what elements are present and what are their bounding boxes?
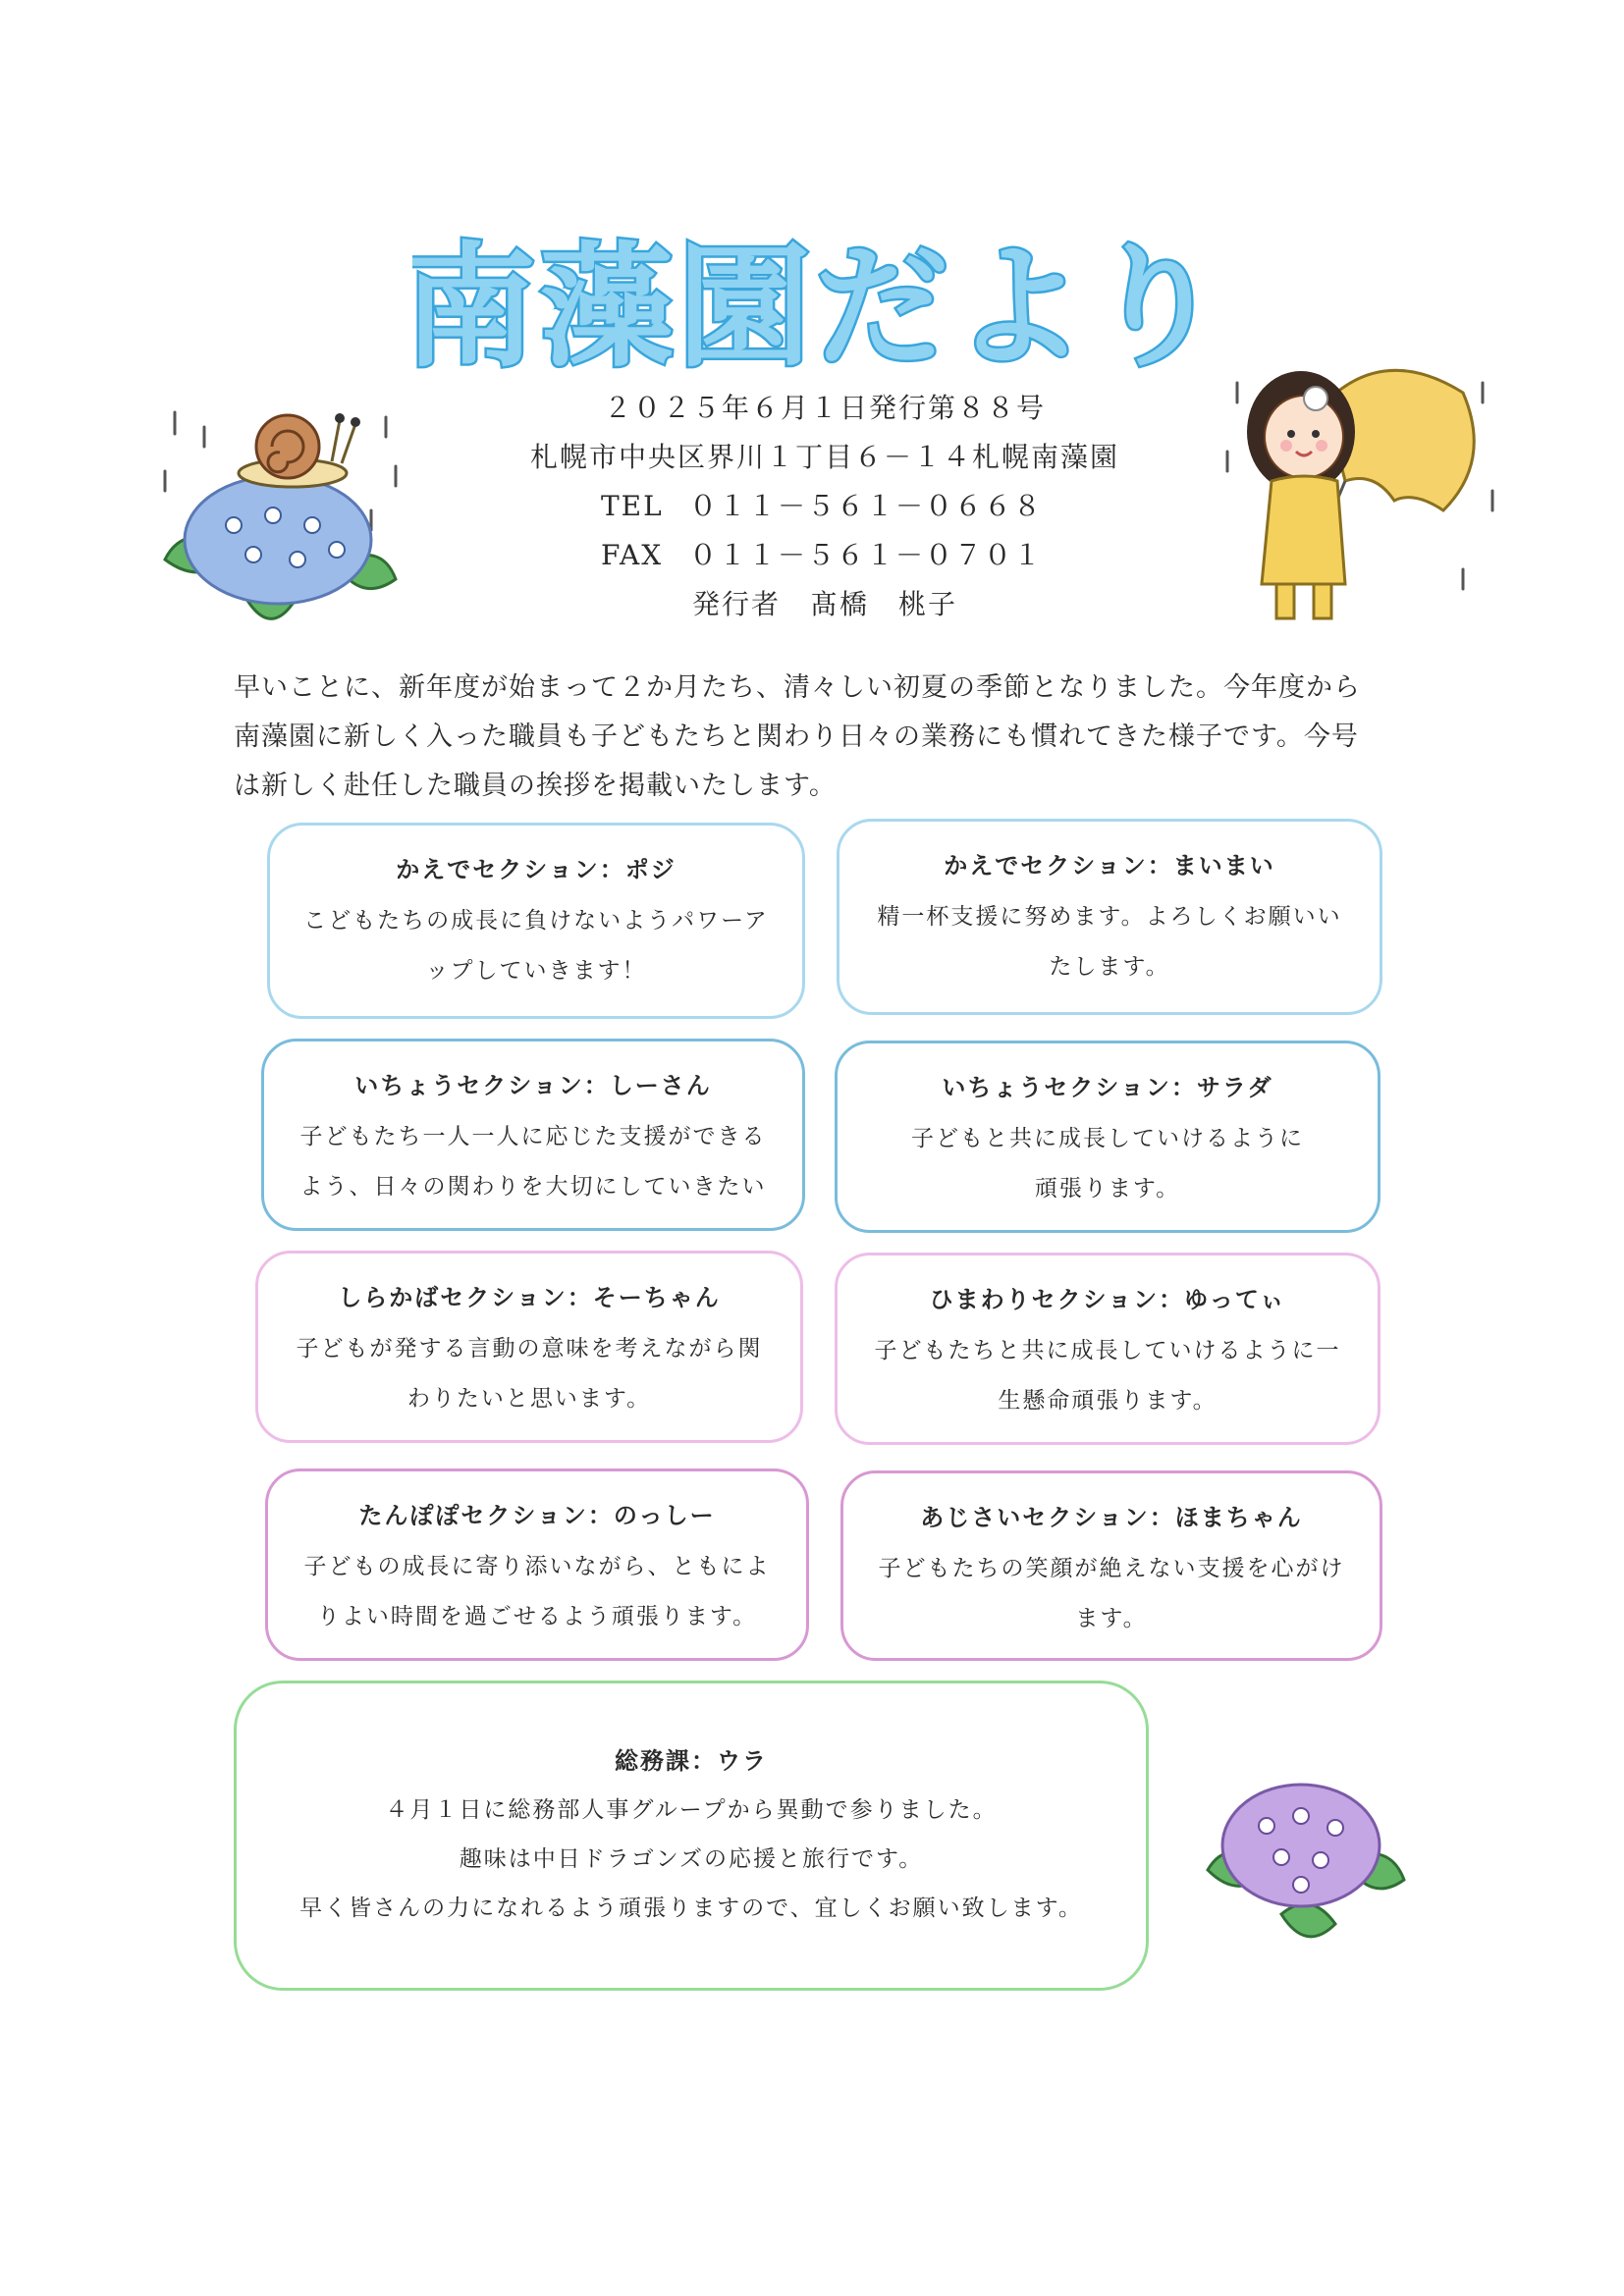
- intro-paragraph: [234, 664, 1402, 811]
- tel-label: TEL: [601, 490, 664, 522]
- message-title: たんぽぽセクション：のっしー: [358, 1501, 716, 1529]
- message-line: 趣味は中日ドラゴンズの応援と旅行です。: [459, 1846, 924, 1872]
- message-body: [301, 1542, 773, 1642]
- message-box-ajisai-homachan: [840, 1470, 1382, 1661]
- newsletter-title-graphic: [412, 221, 1218, 388]
- message-body: [292, 1324, 767, 1424]
- message-title: いちょうセクション：サラダ: [942, 1073, 1273, 1101]
- intro-line-2: 南藻園に新しく入った職員も子どもたちと関わり日々の業務にも慣れてきた様子です。今号: [234, 721, 1359, 752]
- message-title: いちょうセクション：しーさん: [354, 1071, 712, 1099]
- message-body: [873, 892, 1346, 992]
- message-line: 子どもたちの笑顔が絶えない支援を心がけ: [878, 1556, 1345, 1581]
- message-body: [298, 1112, 769, 1212]
- message-body: [871, 1114, 1344, 1214]
- fax-label: FAX: [601, 539, 664, 571]
- message-line: 子どもたち一人一人に応じた支援ができる: [299, 1124, 767, 1149]
- issue-line: ２０２５年６月１日発行第８８号: [603, 392, 1046, 424]
- purple-hydrangea-icon: [1198, 1767, 1414, 1953]
- tel-line: [601, 487, 1151, 530]
- title-text: 南藻園だより: [412, 231, 1218, 386]
- message-title: しらかばセクション：そーちゃん: [338, 1283, 721, 1311]
- message-body: [303, 896, 769, 996]
- message-box-ichou-shiisan: [261, 1039, 805, 1231]
- message-line: 早く皆さんの力になれるよう頑張りますので、宜しくお願い致します。: [299, 1896, 1083, 1921]
- fax-number: ０１１－５６１－０７０１: [689, 539, 1044, 571]
- intro-line-1: 早いことに、新年度が始まって２か月たち、清々しい初夏の季節となりました。今年度から: [234, 672, 1361, 703]
- message-line: たします。: [1049, 954, 1170, 980]
- message-line: 子どもたちと共に成長していけるように一: [874, 1338, 1341, 1363]
- message-box-shirakaba-soochan: [255, 1251, 803, 1443]
- message-line: こどもたちの成長に負けないようパワーア: [303, 908, 769, 934]
- message-box-ichou-salad: [835, 1041, 1380, 1233]
- message-title: 総務課：ウラ: [615, 1746, 768, 1775]
- newsletter-title: [412, 221, 1218, 388]
- message-title: かえでセクション：まいまい: [944, 851, 1275, 880]
- snail-on-hydrangea-icon: [145, 393, 410, 648]
- message-line: ップしていきます！: [425, 958, 647, 984]
- message-line: ４月１日に総務部人事グループから異動で参りました。: [385, 1797, 998, 1823]
- publisher-line: [471, 585, 1178, 628]
- message-title: ひまわりセクション：ゆってぃ: [929, 1285, 1286, 1313]
- fax-line: [601, 536, 1151, 579]
- message-line: りよい時間を過ごせるよう頑張ります。: [316, 1604, 758, 1629]
- publisher-name: 髙橋 桃子: [810, 588, 958, 620]
- message-box-kaede-poji: [267, 823, 805, 1019]
- message-line: わりたいと思います。: [406, 1386, 652, 1412]
- message-title: あじさいセクション：ほまちゃん: [920, 1503, 1303, 1531]
- message-line: 生懸命頑張ります。: [998, 1388, 1218, 1414]
- message-line: 頑張ります。: [1034, 1176, 1181, 1201]
- message-line: 子どもの成長に寄り添いながら、ともによ: [303, 1554, 771, 1579]
- message-box-himawari-yutti: [835, 1253, 1380, 1445]
- address-line: 札幌市中央区界川１丁目６－１４札幌南藻園: [529, 441, 1119, 473]
- message-box-kaede-maimai: [837, 819, 1382, 1015]
- message-line: よう、日々の関わりを大切にしていきたい: [299, 1174, 767, 1200]
- message-body: [270, 1786, 1112, 1933]
- message-body: [871, 1326, 1344, 1426]
- girl-with-umbrella-icon: [1218, 344, 1502, 638]
- tel-number: ０１１－５６１－０６６８: [689, 490, 1044, 522]
- message-line: 子どもが発する言動の意味を考えながら関: [296, 1336, 763, 1362]
- message-line: ます。: [1075, 1606, 1148, 1631]
- message-box-tanpopo-nosshii: [265, 1468, 809, 1661]
- intro-line-3: は新しく赴任した職員の挨拶を掲載いたします。: [234, 771, 837, 801]
- message-line: 精一杯支援に努めます。よろしくお願いい: [877, 904, 1342, 930]
- message-title: かえでセクション：ポジ: [396, 855, 677, 883]
- publisher-label: 発行者: [691, 588, 781, 620]
- message-box-general-affairs: [234, 1681, 1149, 1991]
- message-line: 子どもと共に成長していけるように: [911, 1126, 1304, 1151]
- message-body: [877, 1544, 1346, 1644]
